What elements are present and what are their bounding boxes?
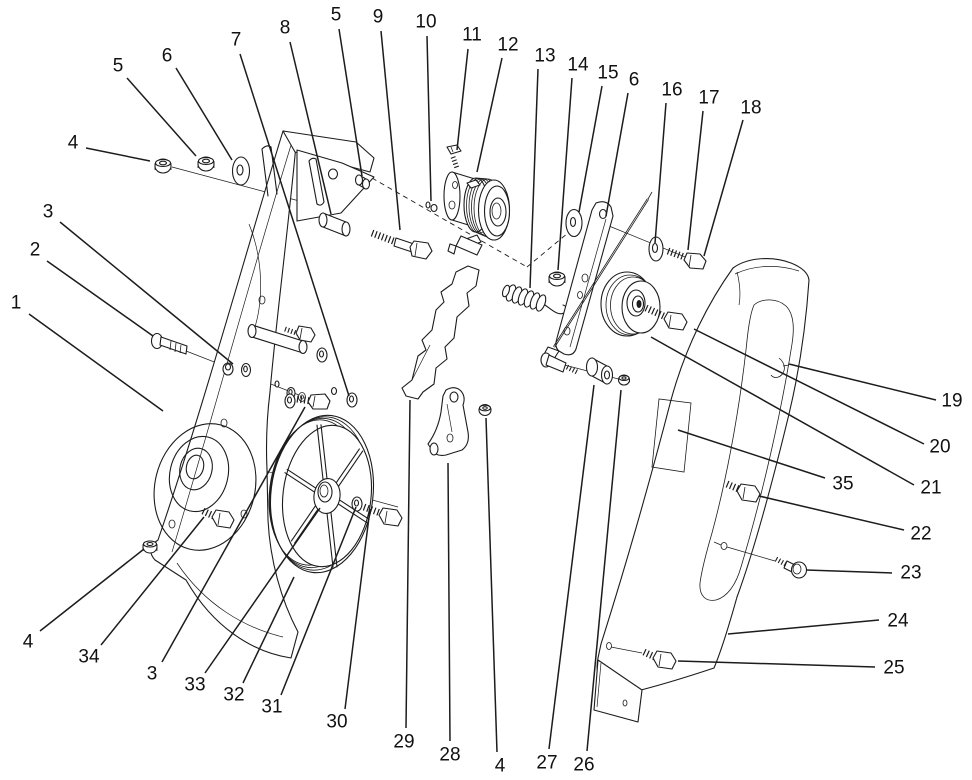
- leader-line-9: [381, 31, 400, 230]
- hex-bolt-17: [668, 251, 706, 269]
- callout-label-24: 24: [887, 610, 909, 632]
- leader-line-19: [789, 364, 936, 400]
- washer-15: [566, 210, 582, 237]
- hex-nut-mid: [223, 363, 233, 375]
- callout-label-20: 20: [929, 436, 951, 458]
- carriage-bolt-2: [152, 334, 188, 355]
- callout-label-5: 5: [112, 55, 124, 77]
- callout-layer: [11, 5, 963, 777]
- callout-label-11: 11: [462, 24, 482, 46]
- leader-line-2: [47, 261, 153, 336]
- callout-label-1: 1: [10, 292, 22, 314]
- screw-and-washer-7: [332, 388, 358, 408]
- callout-label-21: 21: [920, 477, 942, 499]
- callout-label-26: 26: [573, 754, 595, 776]
- bracket-28: [428, 388, 468, 456]
- callout-label-2: 2: [29, 239, 41, 261]
- hex-bolt-9: [372, 233, 432, 259]
- belt-guide-plate: [402, 266, 479, 399]
- leader-line-6: [606, 93, 628, 216]
- leader-line-5: [127, 78, 196, 156]
- leader-line-13: [530, 69, 538, 288]
- callout-label-25: 25: [883, 657, 905, 679]
- callout-label-17: 17: [698, 87, 720, 109]
- callout-label-4: 4: [67, 132, 79, 154]
- callout-label-34: 34: [78, 646, 100, 668]
- leader-line-18: [704, 120, 743, 256]
- callout-label-29: 29: [393, 731, 415, 753]
- callout-label-33: 33: [184, 674, 206, 696]
- leader-line-4: [486, 418, 497, 752]
- callout-label-28: 28: [439, 744, 461, 766]
- callout-label-4: 4: [494, 755, 506, 777]
- callout-label-3: 3: [146, 663, 158, 685]
- callout-label-30: 30: [326, 711, 348, 733]
- hex-nut-14: [549, 272, 565, 286]
- leader-line-4: [86, 148, 150, 161]
- callout-label-16: 16: [661, 79, 683, 101]
- leader-line-22: [759, 496, 904, 530]
- clutch-pulley-assembly: [444, 172, 510, 255]
- leader-line-4: [40, 549, 144, 631]
- leader-line-27: [549, 385, 594, 749]
- leader-line-16: [655, 103, 666, 243]
- leader-line-14: [558, 78, 572, 270]
- leader-line-29: [406, 400, 410, 728]
- flange-nut-26: [619, 375, 630, 385]
- callout-label-23: 23: [900, 562, 922, 584]
- callout-label-7: 7: [230, 29, 242, 51]
- leader-line-24: [728, 620, 879, 634]
- leader-line-28: [448, 463, 450, 741]
- callout-label-18: 18: [740, 97, 762, 119]
- callout-label-6: 6: [161, 45, 173, 67]
- flange-nut-4b: [143, 541, 157, 553]
- callout-label-35: 35: [832, 473, 854, 495]
- callout-label-10: 10: [415, 11, 437, 33]
- tension-spring: [501, 284, 566, 314]
- spacer-8: [319, 213, 350, 236]
- washer-31: [352, 497, 362, 511]
- leader-line-11: [457, 49, 468, 150]
- idler-pulley: [601, 272, 660, 336]
- washer-and-bolt-33: [285, 394, 330, 409]
- washer-6: [233, 157, 250, 185]
- washer-16: [649, 237, 663, 261]
- callout-label-31: 31: [261, 696, 283, 718]
- callout-label-6: 6: [628, 69, 640, 91]
- pivot-shoulder-bolt: [541, 353, 577, 372]
- hex-nut-4: [155, 159, 171, 173]
- callout-label-3: 3: [42, 201, 54, 223]
- leader-line-15: [579, 86, 602, 212]
- callout-label-4: 4: [22, 631, 34, 653]
- callout-label-9: 9: [372, 6, 384, 28]
- hex-nut-5: [198, 157, 214, 171]
- leader-line-10: [427, 36, 431, 201]
- callout-label-13: 13: [534, 45, 556, 67]
- callout-label-19: 19: [941, 390, 963, 412]
- callout-label-5: 5: [330, 4, 342, 26]
- leader-line-3: [60, 222, 233, 364]
- callout-label-27: 27: [536, 752, 558, 774]
- leader-line-6: [176, 68, 232, 160]
- leader-line-17: [688, 111, 703, 250]
- callout-label-14: 14: [567, 54, 589, 76]
- washer-3-mid: [242, 364, 251, 377]
- callout-label-15: 15: [597, 62, 619, 84]
- left-frame-plate: [141, 131, 305, 658]
- callout-label-32: 32: [223, 684, 245, 706]
- cap-screw-11: [447, 145, 461, 168]
- roller-spacer-27: [587, 358, 613, 384]
- flange-nut-4c: [479, 405, 491, 416]
- callout-label-22: 22: [910, 523, 932, 545]
- callout-label-8: 8: [279, 17, 291, 39]
- callout-label-12: 12: [497, 34, 519, 56]
- leader-line-23: [806, 570, 892, 573]
- leader-line-12: [477, 58, 502, 172]
